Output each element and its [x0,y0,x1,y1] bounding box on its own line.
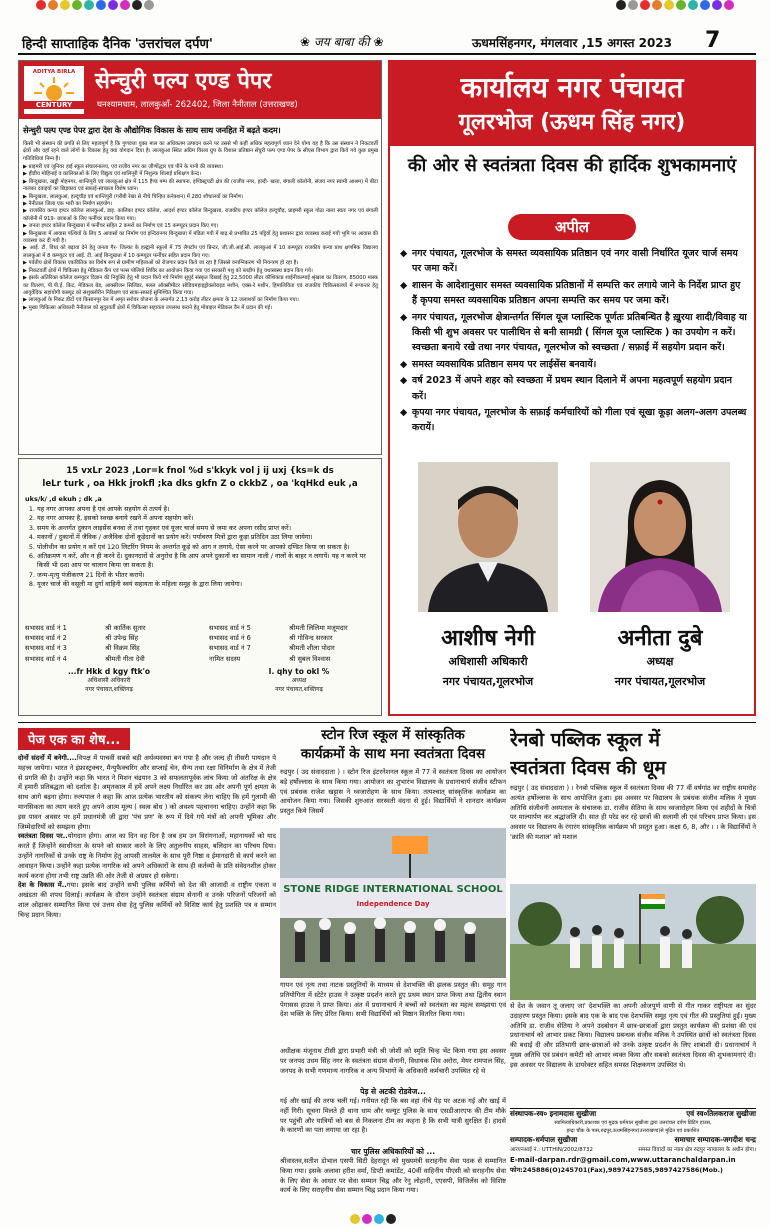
appeal-text: समस्त व्यवसायिक प्रतिष्ठान समय पर लाईसेंस बनवायें। [412,358,597,370]
sign-left-org: नगर पंचायत,शक्तिगढ़ [85,686,133,693]
century-bullet-text: जनता इण्टर कॉलेज बिन्दुखत्ता में फर्नीचर सहित 2 कमरों का निर्माण एवं 15 कम्प्यूटर प्रदान किए गए। [28,223,219,230]
founder-right: एवं स्व०तिलकराज सुखीजा [686,1109,756,1118]
century-bullet-text: निकटवर्ती क्षेत्रों में चिकित्सा हेतु मेडिकल कैंप एवं पल्स पोलियो शिविर का आयोजन किया गया एवं सरकारी पशु को ब्लड़ीप हेतु यथास्वस्थ प्रदान किए गये। [28,267,313,274]
jurisdiction-note: समस्त विवादों का न्याय क्षेत्र रुद्रपुर न्यायालय के अधीन होगा। [638,1147,756,1153]
member-row [25,643,205,653]
century-bullet-item [23,194,378,201]
color-registration-dots-left [36,0,154,10]
greeting-text: की ओर से स्वतंत्रता दिवस की हार्दिक शुभकामनाएं [407,155,737,176]
member-name: श्रीमती लिलिमा मजूमदार [289,624,348,632]
email-line: E-mail-darpan.rdr@gmail.com,www.uttaranchaldarpan.in [510,1156,736,1164]
founder-left: संस्थापक-स्व० इनामदास सुखीजा [510,1109,597,1118]
century-bullet-text: बिन्दुखत्ता में आवास पत्थियों के लिए 5 आवासों का निर्माण एवं इन्दिरानगर बिन्दुखत्ता में मंडिता गयी में बाढ़ से प्रभावित 25 पट्टियों हेतु प्रशासन द्वारा व्यवस्था कराई गयी भूमि पर आवास की व्यवस्था कर दी गयी है। [23,230,379,245]
section-rule [18,722,756,723]
editorial-para-1 [18,754,276,832]
notice-item: 2. यह नगर आपका है, इसको स्वच्छ बनाये रखने में अपना सहयोग करें। [37,514,375,523]
para3-text: गया। इसके बाद उन्होंने सभी पुलिस कर्मियों को देश की आजादी व राष्ट्रीय एकता व अखंडता की शपथ दिलाई। कार्यक्रम के दौरान उन्होंने स्वतंत्रता संग्राम सेनानी व उनके परिजनों परिजनों को शाल ओढ़ाकर सम्मानित किया एवं उत्तम सेवा हेतु पुलिस कर्मियों को विशिष्ट कार्य हेतु प्रशस्ति पत्र व सम्मान चिन्ह प्रदान किया। [18,881,276,919]
century-bullet-text: लालकुआँ के निकट डीटों एवं किसानपुर रेल में अमृत सरोवर योजना के अन्तर्गत 2.13 करोड़ लीटर क्षमता के 12 जलाशयों का निर्माण किया गया। [28,297,299,304]
diamond-bullet-icon: ◆ [400,358,408,370]
member-ward: सभासद वार्ड नं 6 [209,634,251,643]
editorial-title: पेज एक का शेष... [18,728,130,750]
para1-lead: दोनों संदनों में बनेगी.... [18,754,77,762]
member-name: श्रीमती गीता देवी [105,654,145,663]
century-bullet-text: प्राइमरी एवं जूनियर हाई स्कूल संचालनालय, एवं राजीव नगर का जीर्णोद्धार एवं पीने के पानी की व्यवस्था। [28,164,224,170]
dateline: ऊधमसिंहनगर, मंगलवार ,15 अगस्त 2023 [472,36,673,50]
century-bullet-item [23,297,378,304]
century-bullet-text: बिन्दुखत्ता, खड्डी मोहनगर, शान्तिपुरी एवं लालकुआं क्षेत्र में 115 हैण्ड पम्प की स्थापना, इण्डिस्ट्रयटी क्षेत्र की (राजीव नगर, हल्दी- खत्ता, बंगाली कॉलोनी, संजय नगर स्वामी आश्रम) में बीटा नालका दवाइयों का छिड़काव एवं सफ़ाई-स्वच्छता विशेष ध्यान। [23,178,378,193]
notice-item: 4. मकानों / दुकानों में जैविक / अजैविक दोनों कूड़ेदानों का प्रयोग करें। पर्यावरण मित्रों द्वारा कूड़ा प्रतिदिन उठा लिया जायेगा। [37,533,375,542]
members-left [25,623,205,664]
century-bullet-item [23,208,378,223]
diamond-bullet-icon: ◆ [400,311,408,323]
member-ward: सभासद वार्ड नं 5 [209,624,251,632]
header-rule [18,53,756,55]
center-tagline [300,33,384,50]
member-ward: सभासद वार्ड नं 2 [25,634,67,643]
triangle-bullet-icon: ▶ [23,297,29,304]
editor-left: सम्पादक-धर्मपाल सुखीजा [510,1135,578,1144]
appeal-item [400,278,748,309]
century-bullets [23,164,378,312]
stone-ridge-headline-1: स्टोन रिज स्कूल में सांस्कृतिक [321,727,465,743]
stone-ridge-photo [280,828,506,978]
triangle-bullet-icon: ▶ [23,304,29,311]
triangle-bullet-icon: ▶ [23,223,29,230]
sign-left-name: ...fr Hkk d kgy ftk'o [67,667,151,676]
member-ward: सभासद वार्ड नं 4 [25,654,67,663]
triangle-bullet-icon: ▶ [23,193,29,200]
member-ward: नामित सदस्य [209,654,241,663]
triangle-bullet-icon: ▶ [23,267,29,274]
address-line: इन्द्रा चौक के पास,रुद्रपुर,ऊधमसिंहनगर(उत्तराखण्ड)से मुद्रित एवं प्रकाशित [566,1128,700,1134]
sign-right-title: अध्यक्ष [291,677,307,684]
para3-lead: देश के विकास में.. [18,881,67,890]
member-name: श्री सुबल विश्वास [289,654,331,663]
member-ward: सभासद वार्ड नं 3 [25,644,67,653]
century-bullet-text: राजकीय कन्या इण्टर कॉलेज लालकुआँ, डाइ. कालिका इण्टर कॉलेज, आदर्श इण्टर कॉलेज बिन्दुखत्ता, राजकीय इण्टर कॉलेज हल्दूचौड़, प्राइमरी स्कूल गोठा नाला स्वतः नगर एवं बंगाली कॉलोनी में 919- छात्राओं के लिए फर्नीचर प्रदान किया गया। [23,208,379,222]
member-row [209,654,381,664]
rainbow-photo [510,884,756,1000]
century-bullet-item [23,171,378,178]
rainbow-text-1: रुद्रपुर ( उद संवाददाता ) । रेनबो पब्लिक स्कूल में स्वतंत्रता दिवस की 77 वीं वर्षगांठ का राष्ट्रीय समारोह अत्यंत हर्षोल्लास के साथ आयोजित हुआ। इस अवसर पर विद्यालय के प्रबंधक संजीव मलिक ने मुख्य अतिथि संजीवनी अस्पताल के संचालक डा. राजीव सेतिया के साथ ध्वजारोहण किया एवं शहीदों के चित्रों पर माल्यार्पण कर श्रद्धांजलि दी। सात ही परेड कर रहे छात्रों की सलामी ली एवं परिचय प्राप्त किया। इस अवसर पर विद्यालय के रंगारंग सांस्कृतिक कार्यक्रम भी प्रस्तुत हुआ। कक्षा 6, 8, और । । के विद्यार्थियों ने 'क्रांति की मशाल' को मशाल [510,784,756,841]
rni-line [510,1145,756,1155]
member-ward: सभासद वार्ड नं 1 [25,624,67,632]
sign-right-org: नगर पंचायत,शक्तिगढ़ [275,686,323,693]
member-row [25,633,205,643]
appeal-text: नगर पंचायत, गूलरभोज क्षेत्रान्तर्गत सिंगल यूज प्लास्टिक पूर्णतः प्रतिबन्धित है ख़ुरया शादी/विवाह या किसी भी शुभ अवसर पर पालीथिन से बनी सामग्री ( सिंगल यूज प्लास्टिक ) का उपयोग न करें। स्वच्छता बनाये रखे तथा नगर पंचायत, गूलरभोज को स्वच्छता / सफ़ाई में सहयोग प्रदान करें। [412,311,747,354]
rainbow-article [510,726,756,1106]
tagline-text: जय बाबा की [313,35,370,49]
rni-number: आरएनआई नं.: UTTHIN/2002/8732 [510,1147,593,1153]
diamond-bullet-icon: ◆ [400,375,408,387]
person-left-org: नगर पंचायत,गूलरभोज [442,675,534,688]
appeal-text: शासन के आदेशानुसार समस्त व्यवसायिक प्रतिष्ठानों में सम्पत्ति कर लगाये जाने के निर्देश प्राप्त हुए हैं कृपया समस्त व्यवसायिक प्रतिष्ठान अपना सम्पत्ति कर समय पर जमा करें। [412,279,741,307]
notice-item: 8. यूजर चार्ज की वसूली मा दुर्गा वाहिनी स्वयं सहायता के महिला समूह के द्वारा लिया जायेगा। [37,580,375,589]
triangle-bullet-icon: ▶ [23,201,29,208]
century-bullet-item [23,223,378,230]
stone-ridge-right-text: अधीक्षक मंजूनाथ टीसी द्वारा प्रभारी मंत्री श्री जोशी को स्मृति चिन्ह भेंट किया गया इस अवसर पर जनपद उधम सिंह नगर के स्वतंत्रता संग्राम सेनानी, विधायक शिव अरोरा, मेयर रामपाल सिंह, जनपद के सभी गणमान्य नागरिक व अन्य विभागों के अधिकारी कर्मचारी उपस्थित रहे थे [280,1047,506,1075]
phone-line: फोन:245886(O)245701(Fax),9897427585,9897427586(Mob.) [510,1166,723,1174]
triangle-bullet-icon: ▶ [23,171,29,178]
member-row [209,633,381,643]
notice-item: 7. जन्म-मृत्यु पंजीकरण 21 दिनों के भीतर करायें। [37,571,375,580]
century-bullet-item [23,305,378,312]
person-right-name: अनीता दुबे [617,626,703,651]
member-row [25,623,205,633]
aditya-birla-logo [23,65,85,115]
appeal-item [400,246,748,277]
editors-line [510,1135,756,1145]
police-text: श्रीवास्तव,सतीश डोभाल एसपी सिटी देहरादून को मुख्यमंत्री सराहनीय सेवा पदक से सम्मानित किया गया। इसके अलावा हरीश वर्मा, डिप्टी कमांडेंट, 40वीं वाहिनीय पीएसी को सराहनीय सेवा के लिए सेवा के आधार पर सेवा सम्मान चिह्न और रेनु लोहानी, एएसपी, विजिलेंस को विशिष्ट कार्य के लिए सराहनीय सेवा सम्मान चिह्न प्रदान किया गया। [280,1157,506,1195]
notice-heading-2: leLr turk , oa Hkk jrokfl ;ka dks gkfn Z o ckkbZ , oa 'kqHkd euk ,a [42,479,358,489]
appeal-text: कृपया नगर पंचायत, गूलरभोज के सफ़ाई कर्मचारियों को गीला एवं सूखा कूड़ा अलग-अलग उपलब्ध करायें। [412,407,747,434]
person-left-name: आशीष नेगी [441,626,535,651]
logo-top-text: ADITYA BIRLA [32,69,76,75]
century-bullet-item [23,231,378,246]
appeal-item [400,405,748,436]
notice-item: 5. पोलीथीन का प्रयोग न करें एवं 120 लिटरिंग नियम के अन्तर्गत कूड़े को आग न लगाये, ऐसा करने पर आपको दण्डित किया जा सकता है। [37,543,375,552]
triangle-bullet-icon: ▶ [23,178,29,185]
para2-text: योगदान होगा। आज का दिन वह दिन है जब हम उन विरांगनाओं, महानायकों को याद करते हैं जिन्होंने स्वाधीनता के सपने को साकार करने के लिए अतुलनीय साहस, बलिदान का परिचय दिया। उन्होंने नागरिकों से उनके राष्ट्र के निर्माण हेतु आपसी तालमेल के साथ पूरी निष्ठा व ईमानदारी से कार्य करने का आवाहन किया। उन्होंने कहा प्रत्येक नागरिक को अपने अधिकारों के साथ ही कर्तव्यों के प्रति संवेदनशील होकर कार्य करना होगा तभी राष्ट्र उन्नति की ओर तेजी से अग्रसर हो सकेगा। [18,832,276,880]
stone-ridge-article [280,726,506,1216]
notice-items [25,505,375,590]
member-ward: सभासद वार्ड नं 7 [209,644,251,653]
stone-ridge-after-photo: गायन एवं नृत्य तथा नाटक प्रस्तुतियों के माध्यम से देशभक्ति की झलक प्रस्तुत की। समूह गान प्रतियोगिता में स्टेटेर हाउस ने उत्कृष्ट प्रदर्शन करते हुए प्रथम स्थान प्राप्त किया तथा द्वितीय स्थान पेगासस हाउस ने प्राप्त किया। अंत में प्रधानाचार्य ने बच्चों को स्वतंत्रता का महत्व समझाया एवं देश भक्ति के लिए प्रेरित किया। सभी विद्यार्थियों को मिष्ठान वितरित किया गया। [280,981,506,1019]
diamond-bullet-icon: ◆ [400,407,408,419]
appeal-item [400,373,748,404]
appeal-list [400,246,748,437]
member-row [209,643,381,653]
roadways-subheading: पेड़ से अटकी रोडवेज... [360,1087,426,1096]
gularbhoj-title-1: कार्यालय नगर पंचायत [460,71,684,104]
century-bullet-item [23,275,378,297]
member-name: श्री उपेन्द्र सिंह [105,634,139,643]
para1-text: विपक्ष में पाचवीं सबसे बड़ी अर्थव्यवस्था बन गया है और जल्द ही तीसरी पायदान पे महत्त्व जायेगा। भारत ने इंफ्रास्ट्रक्चर, मैन्युफैक्चरिंग और सप्लाई चेन, सैन्य तथा रक्षा विनिर्माण के क्षेत्र में तेजी से प्रगति की है। उन्होंने कहा कि भारत ने मिशन चंद्रयान 3 को सफलतापूर्वक लांच किया जो अंतरिक्ष के क्षेत्र में हमारी प्रतिबद्धता को दर्शाता है। अमृतकाल में हमें अपने लक्ष्य निर्धारित कर उस ओर अपनी पूर्ण क्षमता के साथ आगे बढ़ना होगा। रुल्पपाल ने कहा कि आज प्रत्येक भारतीय को संकल्प लेना चाहिए कि हमें गुलामी की मानसिकता का त्याग करते हुए अपने आत्म मूल्य ( स्वत्व बोध ) को अवश्य पहचानना चाहिए। उन्होंने कहा कि इस पावन अवसर पर हमें प्रधानमंत्री जी द्वारा 'पंच प्रण' के रूप में दिये गये मंत्रों को अपनी भूमिका और जिम्मेदारियों को समझना होगा। [18,754,276,831]
photo-banner-text: STONE RIDGE INTERNATIONAL SCHOOL [283,884,503,895]
owner-line: स्वामित्वाधिकारी,प्रकाशक एवं मुद्रक धर्मपाल सुखीजा द्वारा उत्तरांचल दर्पण प्रिंटिंग हाउस, [554,1120,712,1126]
member-name: श्रीमती शीला पोदार [289,644,335,653]
sign-executive-officer [39,667,179,694]
ashish-negi-photo [418,462,558,612]
triangle-bullet-icon: ▶ [23,164,29,170]
color-registration-dots-right [616,0,734,10]
century-bullet-text: पर्वतीय क्षेत्रों विकास एकवितिक का विशेष रूप से ग्रामीण महिलाओं को रोजगार प्रदान किये जा रहा है जिससे वनाग्निकरण भी नियन्त्रण हो रहा है। [28,260,299,267]
triangle-bullet-icon: ▶ [23,208,30,215]
notice-heading-1: 15 vxLr 2023 ,Lor=k fnol %d s'kkyk vol j ij uxj {ks=k ds [66,466,334,476]
para2-lead: स्वतंत्रता दिवस पर.. [18,832,68,841]
century-intro: किसी भी संस्थान की प्रगति से लिए महत्वपूर्ण है कि गुणवत्ता युक्त माल का अधिकतम उत्पादन करने पर उससे भी कहीं अधिक महत्वपूर्ण ध्यान देने योग्य यह है कि उस संस्थान ने निकटवर्ती क्षेत्रों और वहाँ रहने वाले लोगों के विकास हेतु क्या योगदान दिया है। लालकुआं स्थित अग्रिम विरला ग्रुप के विशाल प्रतिष्ठान सेंचुरी पल्प एण्ड पेपर के सीएस विभाग द्वारा किये गये कुछ प्रमुख गतिविधियां निम्न हैं। [23,141,378,162]
editor-right: समाचार सम्पादक-जगदीश चन्द्र [674,1135,756,1144]
notice-item: 3. समय के अन्तर्गत दुकान लाइसेंस बनवा लें तथा गृहकर एवं यूजर चार्ज समय से जमा कर अपना रसीद प्राप्त करें। [37,524,375,533]
century-bullet-text: बिन्दुखत्ता, लालकुआं, हल्दूचौड़ एवं शान्तिपुरी (गरीबी रेखा से नीचे चिन्हित कनेक्शन) में 280 शौचालयों का निर्माण। [28,193,244,200]
person-right-org: नगर पंचायत,गूलरभोज [614,675,706,688]
person-right-title: अध्यक्ष [646,655,674,668]
century-bullet-text: इसके अतिरिक्त कॉलेज कम्प्यूटर विज्ञान की नियुक्ति हेतु भी प्रदान किये गये निर्माण सुपुर्द संस्कृत दिखाई हेतु 22,5000 लीटर कौशिकाप्र शाईनीकल्पाई श्रृंखला का वितरण, 85000 मास्क का वितरण, पी.पी.ई. किट, मेडिकल बेड, आक्सीजन सिलिंडर, फ्लल ऑक्सीमीटर सोडियमहाइड्रोक्लोराइड मशीन, एक्स-रे मशीन, हिमालियिता एवं राजकीय चिकित्सालयों में रूपान्तर हेतु आयुर्वेदिक सहायोगी कफ़्यूट को संशुक्लोरीन निरिक्षण एवं साफ़-सफ़ाई सुनिश्चित किया गया। [23,275,379,296]
diamond-bullet-icon: ◆ [400,279,408,291]
member-name: श्री विक्रम सिंह [105,644,140,653]
gularbhoj-ad [388,60,756,716]
century-bullet-item [23,268,378,275]
century-address: घनश्यामधाम, लालकुआँ- 262402, जिला नैनीताल (उत्तराखण्ड) [97,100,298,110]
century-headline: सेन्चुरी पल्प एण्ड पेपर द्वारा देश के औद्योगिक विकास के साथ साथ जनहित में बढ़ते कदम। [23,125,281,135]
century-ad [18,60,382,455]
logo-bottom-text: CENTURY [24,101,84,109]
police-subheading: चार पुलिस अधिकारियों को ... [350,1147,436,1156]
anita-dubey-photo [590,462,730,612]
triangle-bullet-icon: ▶ [23,245,30,252]
sign-right-name: I. qhy to okl % [268,667,330,676]
page-number: 7 [705,28,721,53]
appeal-text: वर्ष 2023 में अपने शहर को स्वच्छता में प्रथम स्थान दिलाने में अपना महत्वपूर्ण सहयोग प्रदान करें। [412,375,732,402]
masthead-footer [510,1108,756,1214]
bottom-registration-dots [350,1214,396,1224]
paper-name: हिन्दी साप्ताहिक दैनिक 'उत्तरांचल दर्पण' [22,37,213,52]
century-bullet-text: आई. टी. विधा को बढ़ावा देने हेतु जनता गैर- जिल्का के हल्द्वानी स्कूलों में 75 लैपटॉप एवं प्रिन्टर, जी.जी.आई.सी. लालकुआं में 10 कम्प्यूटर राजकीय कन्या प्राथ क्षणमिक विद्यालय लालकुआं में 8 कम्प्यूटर एवं आई. टी. आई बिन्दुखत्ता में 10 कम्प्यूटर फर्नीचर सहित प्रदान किए गए। [23,245,378,259]
flower-icon: ❀ [373,35,384,49]
century-bullet-item [23,260,378,267]
founders-line [510,1109,756,1119]
member-row [209,623,381,633]
member-name: श्री गोविन्द सरकार [289,634,333,643]
rainbow-headline-1: रेनबो पब्लिक स्कूल में [510,729,660,751]
roadways-text: गई और खाई की तरफ चली गई। गनीमत रही कि बस वहां नीचे पेड़ पर अटक गई और खाई में नहीं गिरी। सूचना मिलते ही थाना धाम और थल्यूट पुलिस के साथ एसडीआरएफ की टीम मौके पर पहुंची और यात्रियों को बस से निकलना टीम का कहना है कि सभी यात्री सुरक्षित हैं। हादसे के कारणों का पता लगाया जा रहा है। [280,1097,506,1135]
triangle-bullet-icon: ▶ [23,275,29,282]
century-bullet-item [23,245,378,260]
diamond-bullet-icon: ◆ [400,248,408,259]
appeal-item [400,357,748,372]
appeal-label: अपील [508,214,636,240]
century-bullet-text: मुख्य चिकित्सा अधिकारी नैनीताल को सुदूरवर्ती क्षेत्रों में चिकित्सा सहायता उपलब्ध कराने हेतु मोबाइल मेडिकल वैन में प्रदान की गई। [28,304,273,311]
editorial-para-2 [18,832,276,881]
photo-banner-sub: Independence Day [356,900,430,908]
notice-item: 6. अतिक्रमण न करें, और न ही करने दें। दुकानदारों से अनुरोध है कि आप अपने दुकानों का सामान नाली / नालों के बाहर न लगायें। यह न करने पर किसी भी दशा आप पर चालान किया जा सकता है। [37,552,375,571]
stone-ridge-intro: रुद्रपुर ( उद संवाददाता ) । स्टोन रिज इंटरनेशनल स्कूल में 77 वें स्वतंत्रता दिवस का आयोजन बड़े हर्षोल्लास के साथ किया गया। आयोजन का शुभारंभ विद्यालय के प्रधानाचार्य संजीव स्टीफन एवं प्रबंधक राजेश खट्टास ने ध्वजारोहण के साथ किया। तत्पश्चात् सांस्कृतिक कार्यक्रम का आयोजन किया गया। जिसकी शुरुआत सरस्वती वंदना से हुई। विद्यार्थियों ने शानदार कार्यक्रम प्रस्तुत किये जिसमें [280,768,506,816]
member-row [25,654,205,664]
rainbow-text-2: से देश के जवान तू जलाए जा' देशभक्ति का अपनी ओजपूर्ण वाणी से गीत गाकर राष्ट्रीयता का सुंदर उदाहरण प्रस्तुत किया। इसके बाद एक के बाद एक देशभक्ति समूह नृत्य एवं गीत की प्रस्तुतियां हुईं। मुख्य अतिथि डा. राजीव सेतिया ने अपने उदबोधन में छात्र-छात्राओं द्वारा प्रस्तुत कार्यक्रम की प्रशंसा की एवं प्रधानाचार्य को आभार प्रकट किया। विद्यालय प्रबन्धक संजीव मलिक ने उपस्थित छात्रों को स्वतंत्रता दिवस की बधाई दी और प्रतिभागी छात्र-छात्राओं को उनके उत्कृष्ट प्रदर्शन के लिए शाबाशी दी। प्रधानाचार्य ने मुख्य अतिथि एवं प्रबंधन कमेटी को आभार व्यक्त किया और सबको स्वतंत्रता दिवस की शुभकामनाएं दी। इस अवसर पर विद्यालय के डायरेक्टर सहित समस्त शिक्षकगण उपस्थित थे। [510,1002,756,1069]
gularbhoj-title-2: गूलरभोज (ऊधम सिंह नगर) [458,110,686,135]
sign-left-title: अधिशासी अधिकारी [87,677,131,684]
editorial-para-3 [18,881,276,920]
century-bullet-text: हीडीय मोहिनाई व कालिकाओं के लिए विद्युत्य एवं शालिनूरी में निशुल्क शिलाई प्रशिक्षण केन्द्र। [28,171,201,178]
editorial-column [18,728,276,1214]
shaktigarh-notice [18,458,382,716]
appeal-text: नगर पंचायत, गूलरभोज के समस्त व्यवसायिक प्रतिष्ठान एवं नगर वासी निर्धारित यूजर चार्ज समय पर जमा करें। [412,248,738,275]
triangle-bullet-icon: ▶ [23,230,29,237]
appeal-item [400,310,748,356]
triangle-bullet-icon: ▶ [23,260,29,267]
flower-icon: ❀ [300,35,311,49]
stone-ridge-headline-2: कार्यक्रमों के साथ मना स्वतंत्रता दिवस [300,746,486,762]
century-bullet-text: नैनीताल जिला एक भारी का निर्माण सहयोग। [28,201,113,208]
sun-logo-icon [24,75,84,101]
century-bullet-item [23,179,378,194]
notice-item: 1. यह नगर आपका अपना है एवं आपके सहयोग से तत्पर्य है। [37,505,375,514]
sign-chairman [229,667,369,694]
member-name: श्री कार्तिक सुतार [105,624,146,632]
person-left-title: अधिशासी अधिकारी [448,655,528,668]
members-right [209,623,381,664]
century-title: सेन्चुरी पल्प एण्ड पेपर [95,69,272,94]
notice-subhead: uks/k/ ,d ekuh ; dk ,a [25,495,102,503]
rainbow-headline-2: स्वतंत्रता दिवस की धूम [510,757,666,779]
